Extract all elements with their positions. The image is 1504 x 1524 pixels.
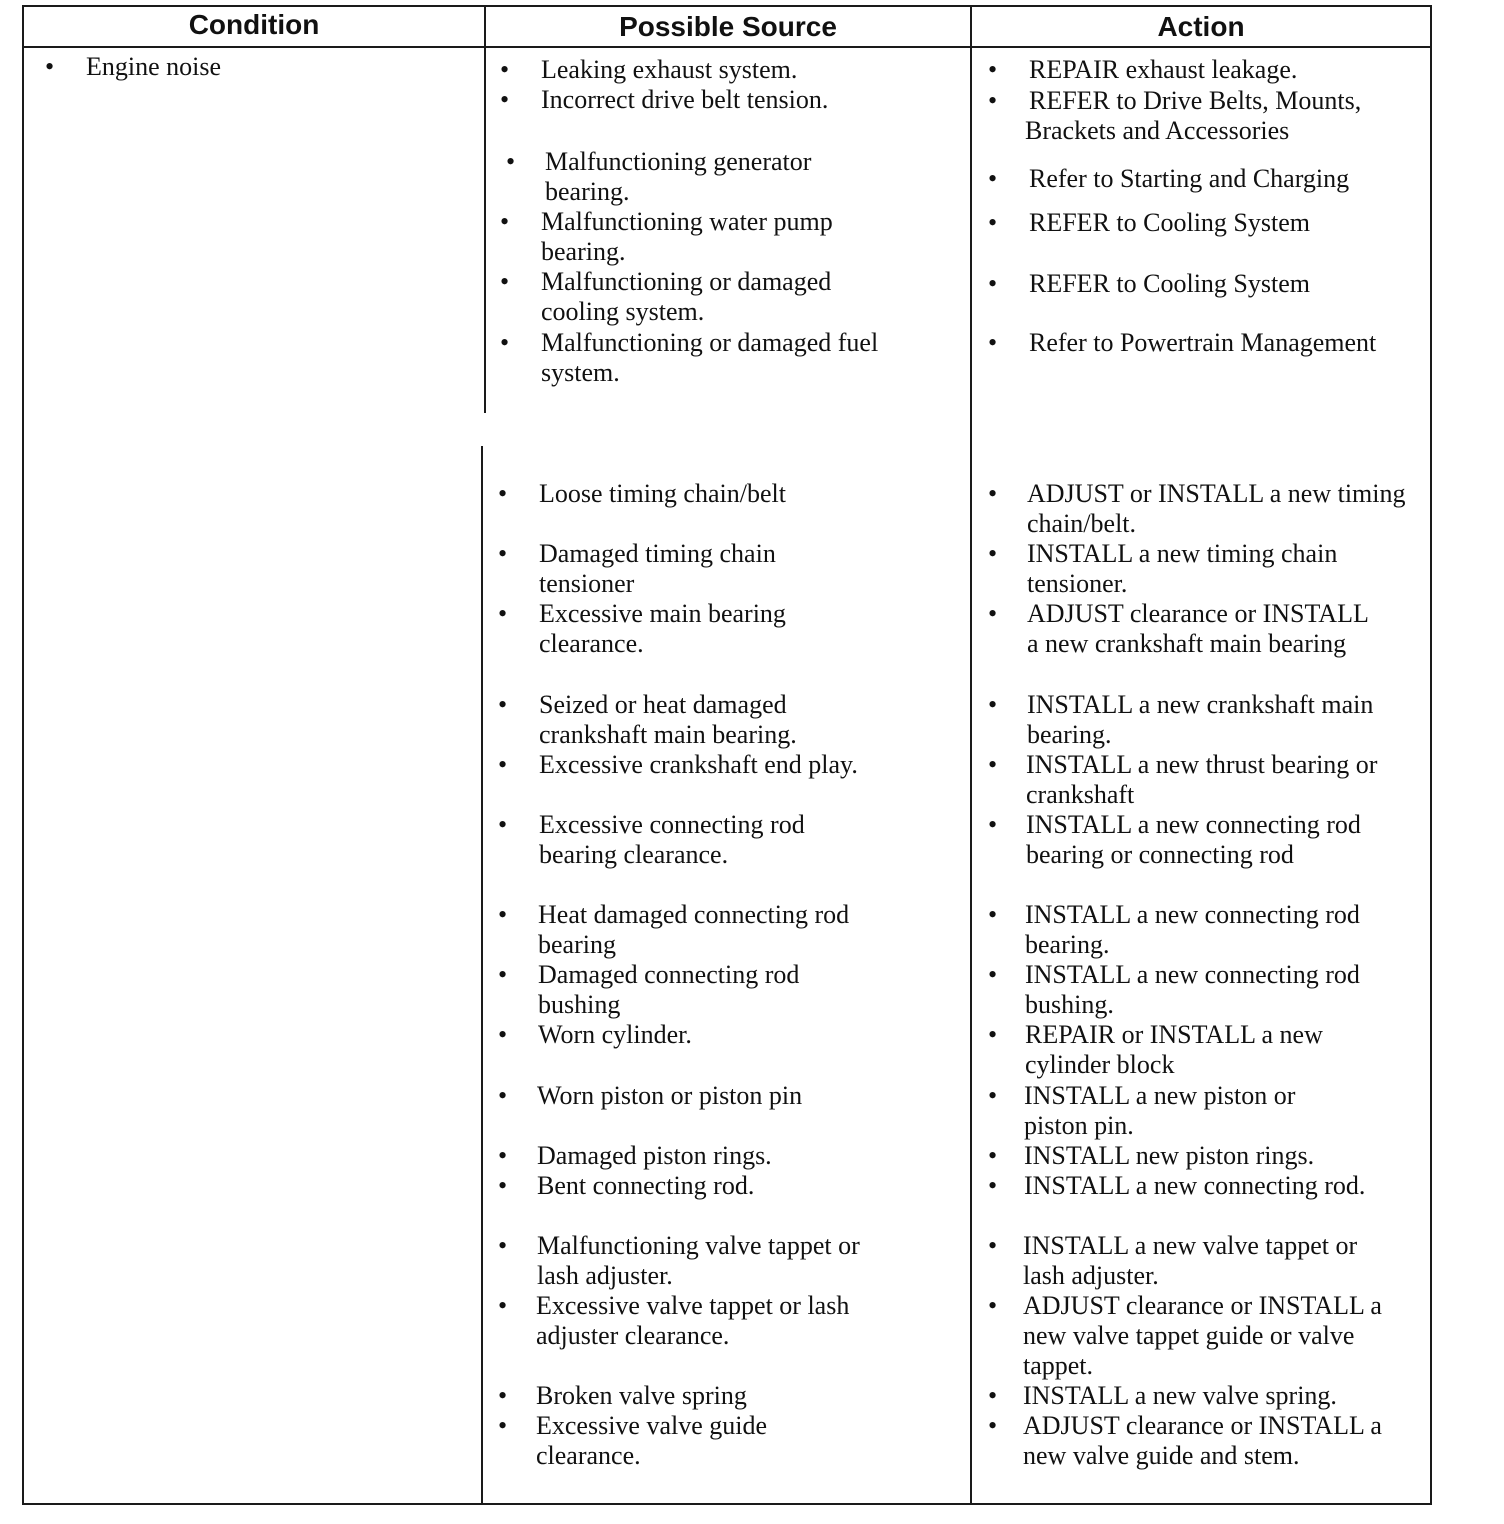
- source-bullet: •: [498, 1411, 508, 1440]
- action-item: INSTALL a new connecting rod.: [1024, 1171, 1366, 1200]
- action-bullet: •: [988, 479, 998, 508]
- source-item: Excessive connecting rod bearing clearance.: [539, 810, 805, 869]
- action-item: INSTALL a new thrust bearing or crankshaft: [1026, 750, 1378, 809]
- source-bullet: •: [498, 479, 508, 508]
- column-divider-2: [970, 5, 972, 1505]
- source-item: Seized or heat damaged crankshaft main bearing.: [539, 690, 797, 749]
- action-item: INSTALL new piston rings.: [1024, 1141, 1315, 1170]
- action-bullet: •: [988, 1020, 998, 1049]
- action-item: INSTALL a new piston or piston pin.: [1024, 1081, 1296, 1140]
- action-item: Refer to Starting and Charging: [1029, 164, 1350, 193]
- header-action: Action: [1157, 11, 1245, 42]
- source-bullet: •: [498, 690, 508, 719]
- action-item: ADJUST or INSTALL a new timing chain/belt.: [1027, 479, 1406, 538]
- source-item: Loose timing chain/belt: [539, 479, 786, 508]
- source-item: Damaged connecting rod bushing: [538, 960, 800, 1019]
- action-item: ADJUST clearance or INSTALL a new crankshaft main bearing: [1027, 599, 1368, 658]
- action-item: INSTALL a new connecting rod bushing.: [1025, 960, 1360, 1019]
- action-bullet: •: [988, 1171, 998, 1200]
- source-item: Excessive valve guide clearance.: [536, 1411, 768, 1470]
- source-bullet: •: [498, 960, 508, 989]
- action-bullet: •: [988, 1291, 998, 1320]
- source-bullet: •: [498, 1020, 508, 1049]
- source-item: Malfunctioning or damaged cooling system.: [541, 267, 832, 326]
- action-bullet: •: [988, 328, 998, 357]
- action-bullet: •: [988, 1231, 998, 1260]
- source-item: Excessive main bearing clearance.: [539, 599, 786, 658]
- source-item: Malfunctioning generator bearing.: [545, 147, 812, 206]
- source-bullet: •: [498, 900, 508, 929]
- source-bullet: •: [506, 147, 516, 176]
- action-bullet: •: [988, 55, 998, 84]
- source-item: Malfunctioning water pump bearing.: [541, 207, 833, 266]
- action-bullet: •: [988, 1411, 998, 1440]
- action-item: REFER to Cooling System: [1029, 269, 1310, 298]
- source-bullet: •: [498, 1231, 508, 1260]
- action-item: INSTALL a new crankshaft main bearing.: [1027, 690, 1374, 749]
- source-item: Excessive crankshaft end play.: [539, 750, 858, 779]
- action-item: Refer to Powertrain Management: [1029, 328, 1377, 357]
- condition-engine-noise: Engine noise: [86, 52, 222, 81]
- action-item: ADJUST clearance or INSTALL a new valve tappet guide or valve tappet.: [1023, 1291, 1382, 1380]
- condition-bullet: •: [45, 52, 55, 81]
- action-item: REFER to Cooling System: [1029, 208, 1310, 237]
- source-item: Bent connecting rod.: [537, 1171, 755, 1200]
- source-bullet: •: [498, 1381, 508, 1410]
- source-item: Excessive valve tappet or lash adjuster clearance.: [536, 1291, 850, 1350]
- column-divider-1-top: [484, 5, 486, 413]
- action-item: INSTALL a new timing chain tensioner.: [1027, 539, 1338, 598]
- column-divider-1-bottom: [481, 446, 483, 1505]
- action-item: ADJUST clearance or INSTALL a new valve guide and stem.: [1023, 1411, 1382, 1470]
- action-bullet: •: [988, 810, 998, 839]
- action-bullet: •: [988, 900, 998, 929]
- action-item: INSTALL a new connecting rod bearing or connecting rod: [1026, 810, 1361, 869]
- source-bullet: •: [498, 1171, 508, 1200]
- action-bullet: •: [988, 599, 998, 628]
- action-item: REFER to Drive Belts, Mounts, Brackets and Accessories: [1025, 86, 1362, 145]
- action-bullet: •: [988, 690, 998, 719]
- source-bullet: •: [498, 1291, 508, 1320]
- source-bullet: •: [500, 85, 510, 114]
- action-item: INSTALL a new connecting rod bearing.: [1025, 900, 1360, 959]
- source-bullet: •: [498, 750, 508, 779]
- action-bullet: •: [988, 86, 998, 115]
- action-item: REPAIR exhaust leakage.: [1029, 55, 1298, 84]
- source-bullet: •: [498, 539, 508, 568]
- action-bullet: •: [988, 208, 998, 237]
- action-bullet: •: [988, 960, 998, 989]
- action-bullet: •: [988, 539, 998, 568]
- action-bullet: •: [988, 164, 998, 193]
- source-bullet: •: [498, 810, 508, 839]
- source-bullet: •: [498, 1141, 508, 1170]
- action-bullet: •: [988, 1381, 998, 1410]
- source-item: Heat damaged connecting rod bearing: [538, 900, 850, 959]
- source-bullet: •: [498, 599, 508, 628]
- source-bullet: •: [498, 1081, 508, 1110]
- source-bullet: •: [500, 55, 510, 84]
- action-bullet: •: [988, 1141, 998, 1170]
- source-item: Broken valve spring: [536, 1381, 747, 1410]
- source-bullet: •: [500, 328, 510, 357]
- source-item: Malfunctioning or damaged fuel system.: [541, 328, 879, 387]
- action-bullet: •: [988, 750, 998, 779]
- source-bullet: •: [500, 207, 510, 236]
- source-item: Worn cylinder.: [538, 1020, 692, 1049]
- source-bullet: •: [500, 267, 510, 296]
- action-item: INSTALL a new valve tappet or lash adjuster.: [1023, 1231, 1358, 1290]
- source-item: Leaking exhaust system.: [541, 55, 798, 84]
- table-right-border: [1430, 5, 1432, 1505]
- source-item: Incorrect drive belt tension.: [541, 85, 829, 114]
- source-item: Damaged piston rings.: [537, 1141, 772, 1170]
- action-item: REPAIR or INSTALL a new cylinder block: [1025, 1020, 1323, 1079]
- action-item: INSTALL a new valve spring.: [1023, 1381, 1337, 1410]
- header-possible-source: Possible Source: [619, 11, 837, 42]
- source-item: Damaged timing chain tensioner: [539, 539, 776, 598]
- header-condition: Condition: [188, 9, 320, 40]
- source-item: Worn piston or piston pin: [537, 1081, 803, 1110]
- action-bullet: •: [988, 269, 998, 298]
- source-item: Malfunctioning valve tappet or lash adjuster.: [537, 1231, 860, 1290]
- action-bullet: •: [988, 1081, 998, 1110]
